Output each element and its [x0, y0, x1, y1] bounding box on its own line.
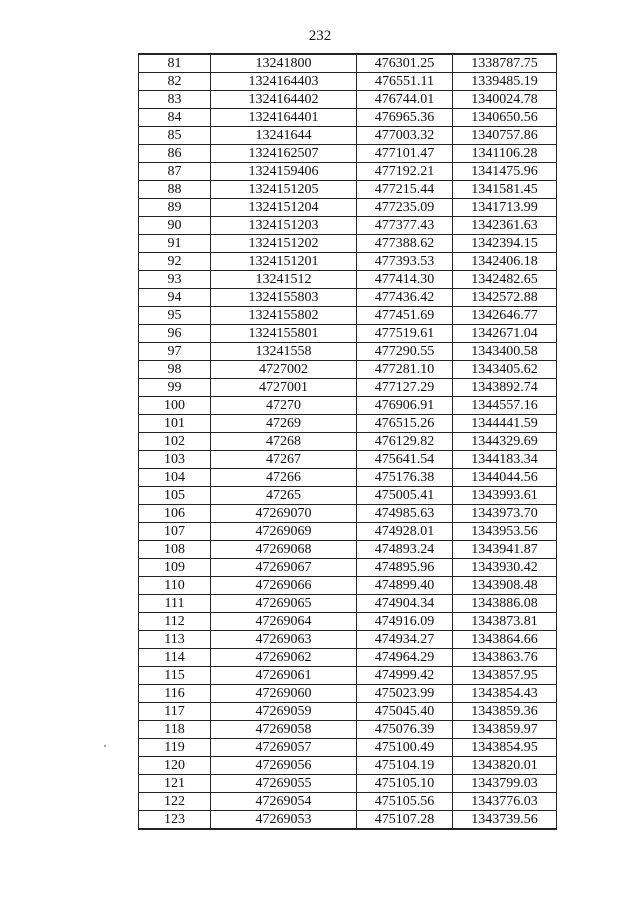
row-number-cell: 85 — [139, 127, 211, 145]
x-coordinate-cell: 475105.56 — [357, 793, 453, 811]
point-id-cell: 47269054 — [211, 793, 357, 811]
y-coordinate-cell: 1344557.16 — [453, 397, 557, 415]
table-row — [139, 613, 557, 631]
row-number-cell: 115 — [139, 667, 211, 685]
point-id-cell: 47268 — [211, 433, 357, 451]
table-row — [139, 289, 557, 307]
x-coordinate-cell: 475105.10 — [357, 775, 453, 793]
y-coordinate-cell: 1343799.03 — [453, 775, 557, 793]
point-id-cell: 1324155803 — [211, 289, 357, 307]
x-coordinate-cell: 474934.27 — [357, 631, 453, 649]
table-row — [139, 541, 557, 559]
point-id-cell: 47269068 — [211, 541, 357, 559]
point-id-cell: 47269059 — [211, 703, 357, 721]
x-coordinate-cell: 476301.25 — [357, 54, 453, 73]
y-coordinate-cell: 1343941.87 — [453, 541, 557, 559]
x-coordinate-cell: 476965.36 — [357, 109, 453, 127]
row-number-cell: 97 — [139, 343, 211, 361]
row-number-cell: 123 — [139, 811, 211, 830]
table-row — [139, 469, 557, 487]
row-number-cell: 113 — [139, 631, 211, 649]
x-coordinate-cell: 475045.40 — [357, 703, 453, 721]
row-number-cell: 117 — [139, 703, 211, 721]
x-coordinate-cell: 475005.41 — [357, 487, 453, 505]
x-coordinate-cell: 474928.01 — [357, 523, 453, 541]
y-coordinate-cell: 1343864.66 — [453, 631, 557, 649]
point-id-cell: 13241558 — [211, 343, 357, 361]
row-number-cell: 106 — [139, 505, 211, 523]
table-row — [139, 721, 557, 739]
y-coordinate-cell: 1344329.69 — [453, 433, 557, 451]
table-row — [139, 487, 557, 505]
y-coordinate-cell: 1341106.28 — [453, 145, 557, 163]
y-coordinate-cell: 1341713.99 — [453, 199, 557, 217]
point-id-cell: 47269067 — [211, 559, 357, 577]
y-coordinate-cell: 1341581.45 — [453, 181, 557, 199]
y-coordinate-cell: 1343953.56 — [453, 523, 557, 541]
scan-speck — [104, 745, 106, 747]
x-coordinate-cell: 474964.29 — [357, 649, 453, 667]
row-number-cell: 100 — [139, 397, 211, 415]
row-number-cell: 122 — [139, 793, 211, 811]
point-id-cell: 47269062 — [211, 649, 357, 667]
table-row — [139, 145, 557, 163]
table-row — [139, 505, 557, 523]
y-coordinate-cell: 1342361.63 — [453, 217, 557, 235]
x-coordinate-cell: 477414.30 — [357, 271, 453, 289]
table-row — [139, 433, 557, 451]
y-coordinate-cell: 1343820.01 — [453, 757, 557, 775]
row-number-cell: 110 — [139, 577, 211, 595]
table-row — [139, 361, 557, 379]
point-id-cell: 1324151205 — [211, 181, 357, 199]
point-id-cell: 1324151204 — [211, 199, 357, 217]
table-row — [139, 631, 557, 649]
x-coordinate-cell: 474904.34 — [357, 595, 453, 613]
row-number-cell: 111 — [139, 595, 211, 613]
x-coordinate-cell: 477127.29 — [357, 379, 453, 397]
x-coordinate-cell: 477377.43 — [357, 217, 453, 235]
x-coordinate-cell: 475076.39 — [357, 721, 453, 739]
point-id-cell: 47269056 — [211, 757, 357, 775]
table-row — [139, 595, 557, 613]
table-row — [139, 163, 557, 181]
y-coordinate-cell: 1343892.74 — [453, 379, 557, 397]
point-id-cell: 13241644 — [211, 127, 357, 145]
y-coordinate-cell: 1343973.70 — [453, 505, 557, 523]
row-number-cell: 109 — [139, 559, 211, 577]
point-id-cell: 4727001 — [211, 379, 357, 397]
y-coordinate-cell: 1342406.18 — [453, 253, 557, 271]
y-coordinate-cell: 1343993.61 — [453, 487, 557, 505]
row-number-cell: 118 — [139, 721, 211, 739]
x-coordinate-cell: 475023.99 — [357, 685, 453, 703]
x-coordinate-cell: 477235.09 — [357, 199, 453, 217]
point-id-cell: 1324159406 — [211, 163, 357, 181]
point-id-cell: 1324151201 — [211, 253, 357, 271]
x-coordinate-cell: 477388.62 — [357, 235, 453, 253]
y-coordinate-cell: 1343859.97 — [453, 721, 557, 739]
x-coordinate-cell: 474916.09 — [357, 613, 453, 631]
point-id-cell: 13241800 — [211, 54, 357, 73]
y-coordinate-cell: 1342482.65 — [453, 271, 557, 289]
y-coordinate-cell: 1338787.75 — [453, 54, 557, 73]
row-number-cell: 86 — [139, 145, 211, 163]
point-id-cell: 47266 — [211, 469, 357, 487]
row-number-cell: 105 — [139, 487, 211, 505]
y-coordinate-cell: 1343908.48 — [453, 577, 557, 595]
y-coordinate-cell: 1344044.56 — [453, 469, 557, 487]
table-row — [139, 343, 557, 361]
point-id-cell: 1324155801 — [211, 325, 357, 343]
point-id-cell: 47269058 — [211, 721, 357, 739]
point-id-cell: 47269066 — [211, 577, 357, 595]
point-id-cell: 1324151202 — [211, 235, 357, 253]
x-coordinate-cell: 476515.26 — [357, 415, 453, 433]
table-row — [139, 451, 557, 469]
coordinates-table — [138, 53, 557, 830]
row-number-cell: 89 — [139, 199, 211, 217]
page-number: 232 — [308, 28, 332, 44]
x-coordinate-cell: 476744.01 — [357, 91, 453, 109]
x-coordinate-cell: 477281.10 — [357, 361, 453, 379]
y-coordinate-cell: 1342572.88 — [453, 289, 557, 307]
point-id-cell: 1324164401 — [211, 109, 357, 127]
point-id-cell: 47269065 — [211, 595, 357, 613]
row-number-cell: 98 — [139, 361, 211, 379]
table-row — [139, 649, 557, 667]
x-coordinate-cell: 476551.11 — [357, 73, 453, 91]
row-number-cell: 81 — [139, 54, 211, 73]
point-id-cell: 47269069 — [211, 523, 357, 541]
table-row — [139, 54, 557, 73]
point-id-cell: 13241512 — [211, 271, 357, 289]
row-number-cell: 112 — [139, 613, 211, 631]
row-number-cell: 114 — [139, 649, 211, 667]
table-row — [139, 703, 557, 721]
table-row — [139, 109, 557, 127]
x-coordinate-cell: 474893.24 — [357, 541, 453, 559]
x-coordinate-cell: 474895.96 — [357, 559, 453, 577]
table-row — [139, 253, 557, 271]
table-row — [139, 127, 557, 145]
table-row — [139, 235, 557, 253]
row-number-cell: 108 — [139, 541, 211, 559]
table-row — [139, 523, 557, 541]
y-coordinate-cell: 1343930.42 — [453, 559, 557, 577]
y-coordinate-cell: 1342671.04 — [453, 325, 557, 343]
x-coordinate-cell: 477215.44 — [357, 181, 453, 199]
y-coordinate-cell: 1340650.56 — [453, 109, 557, 127]
coordinates-table-body — [139, 54, 557, 829]
row-number-cell: 84 — [139, 109, 211, 127]
row-number-cell: 101 — [139, 415, 211, 433]
row-number-cell: 121 — [139, 775, 211, 793]
table-row — [139, 307, 557, 325]
y-coordinate-cell: 1343739.56 — [453, 811, 557, 830]
table-row — [139, 397, 557, 415]
table-row — [139, 757, 557, 775]
x-coordinate-cell: 475100.49 — [357, 739, 453, 757]
x-coordinate-cell: 475104.19 — [357, 757, 453, 775]
point-id-cell: 47269053 — [211, 811, 357, 830]
y-coordinate-cell: 1344441.59 — [453, 415, 557, 433]
x-coordinate-cell: 475176.38 — [357, 469, 453, 487]
point-id-cell: 47267 — [211, 451, 357, 469]
point-id-cell: 1324151203 — [211, 217, 357, 235]
x-coordinate-cell: 476906.91 — [357, 397, 453, 415]
y-coordinate-cell: 1341475.96 — [453, 163, 557, 181]
table-row — [139, 217, 557, 235]
x-coordinate-cell: 474985.63 — [357, 505, 453, 523]
table-row — [139, 577, 557, 595]
table-row — [139, 667, 557, 685]
x-coordinate-cell: 475641.54 — [357, 451, 453, 469]
row-number-cell: 90 — [139, 217, 211, 235]
row-number-cell: 104 — [139, 469, 211, 487]
y-coordinate-cell: 1343776.03 — [453, 793, 557, 811]
x-coordinate-cell: 477393.53 — [357, 253, 453, 271]
y-coordinate-cell: 1343854.95 — [453, 739, 557, 757]
table-row — [139, 199, 557, 217]
x-coordinate-cell: 477192.21 — [357, 163, 453, 181]
table-row — [139, 775, 557, 793]
point-id-cell: 1324164403 — [211, 73, 357, 91]
point-id-cell: 47269063 — [211, 631, 357, 649]
point-id-cell: 1324155802 — [211, 307, 357, 325]
table-row — [139, 379, 557, 397]
row-number-cell: 120 — [139, 757, 211, 775]
y-coordinate-cell: 1342646.77 — [453, 307, 557, 325]
y-coordinate-cell: 1343886.08 — [453, 595, 557, 613]
table-row — [139, 811, 557, 830]
x-coordinate-cell: 477436.42 — [357, 289, 453, 307]
x-coordinate-cell: 476129.82 — [357, 433, 453, 451]
point-id-cell: 47269070 — [211, 505, 357, 523]
point-id-cell: 47269061 — [211, 667, 357, 685]
point-id-cell: 47269057 — [211, 739, 357, 757]
row-number-cell: 88 — [139, 181, 211, 199]
row-number-cell: 99 — [139, 379, 211, 397]
row-number-cell: 91 — [139, 235, 211, 253]
point-id-cell: 47269 — [211, 415, 357, 433]
point-id-cell: 47269064 — [211, 613, 357, 631]
row-number-cell: 116 — [139, 685, 211, 703]
point-id-cell: 1324162507 — [211, 145, 357, 163]
point-id-cell: 1324164402 — [211, 91, 357, 109]
y-coordinate-cell: 1343873.81 — [453, 613, 557, 631]
point-id-cell: 47265 — [211, 487, 357, 505]
table-row — [139, 415, 557, 433]
y-coordinate-cell: 1342394.15 — [453, 235, 557, 253]
point-id-cell: 47269060 — [211, 685, 357, 703]
table-row — [139, 559, 557, 577]
table-row — [139, 181, 557, 199]
y-coordinate-cell: 1343854.43 — [453, 685, 557, 703]
table-row — [139, 793, 557, 811]
x-coordinate-cell: 477451.69 — [357, 307, 453, 325]
point-id-cell: 47270 — [211, 397, 357, 415]
y-coordinate-cell: 1344183.34 — [453, 451, 557, 469]
table-row — [139, 73, 557, 91]
row-number-cell: 102 — [139, 433, 211, 451]
x-coordinate-cell: 477003.32 — [357, 127, 453, 145]
x-coordinate-cell: 477519.61 — [357, 325, 453, 343]
y-coordinate-cell: 1340024.78 — [453, 91, 557, 109]
table-row — [139, 325, 557, 343]
row-number-cell: 87 — [139, 163, 211, 181]
y-coordinate-cell: 1343405.62 — [453, 361, 557, 379]
x-coordinate-cell: 474999.42 — [357, 667, 453, 685]
table-row — [139, 685, 557, 703]
point-id-cell: 4727002 — [211, 361, 357, 379]
y-coordinate-cell: 1343863.76 — [453, 649, 557, 667]
y-coordinate-cell: 1343859.36 — [453, 703, 557, 721]
row-number-cell: 94 — [139, 289, 211, 307]
row-number-cell: 93 — [139, 271, 211, 289]
y-coordinate-cell: 1339485.19 — [453, 73, 557, 91]
point-id-cell: 47269055 — [211, 775, 357, 793]
row-number-cell: 103 — [139, 451, 211, 469]
table-row — [139, 271, 557, 289]
x-coordinate-cell: 477101.47 — [357, 145, 453, 163]
x-coordinate-cell: 475107.28 — [357, 811, 453, 830]
row-number-cell: 96 — [139, 325, 211, 343]
row-number-cell: 83 — [139, 91, 211, 109]
x-coordinate-cell: 474899.40 — [357, 577, 453, 595]
y-coordinate-cell: 1343857.95 — [453, 667, 557, 685]
row-number-cell: 82 — [139, 73, 211, 91]
table-row — [139, 91, 557, 109]
row-number-cell: 95 — [139, 307, 211, 325]
row-number-cell: 119 — [139, 739, 211, 757]
row-number-cell: 107 — [139, 523, 211, 541]
x-coordinate-cell: 477290.55 — [357, 343, 453, 361]
table-row — [139, 739, 557, 757]
row-number-cell: 92 — [139, 253, 211, 271]
y-coordinate-cell: 1340757.86 — [453, 127, 557, 145]
y-coordinate-cell: 1343400.58 — [453, 343, 557, 361]
